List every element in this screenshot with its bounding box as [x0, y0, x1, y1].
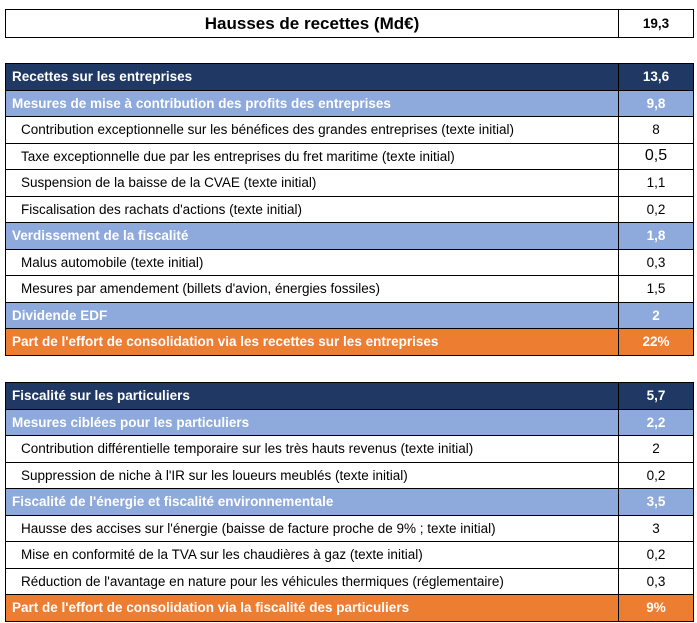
item-label: Suppression de niche à l'IR sur les loueurs meublés (texte initial): [6, 462, 619, 489]
item-value: 8: [619, 117, 694, 144]
item-value: 0,3: [619, 568, 694, 595]
item-value: 0,2: [619, 462, 694, 489]
header-row: [6, 10, 694, 38]
share-row-entreprises: [6, 329, 694, 356]
revenue-increase-header-table: [5, 9, 694, 38]
item-label: Fiscalisation des rachats d'actions (texte initial): [6, 196, 619, 223]
item-value: 2: [619, 436, 694, 463]
item-label: Malus automobile (texte initial): [6, 249, 619, 276]
table-row: [6, 542, 694, 569]
group-value: 9,8: [619, 90, 694, 117]
item-label: Suspension de la baisse de la CVAE (texte initial): [6, 170, 619, 197]
group-label: Mesures ciblées pour les particuliers: [6, 409, 619, 436]
item-value: 0,2: [619, 196, 694, 223]
group-label: Mesures de mise à contribution des profits des entreprises: [6, 90, 619, 117]
table-row: [6, 117, 694, 144]
group-label: Fiscalité de l'énergie et fiscalité environnementale: [6, 489, 619, 516]
item-value: 0,2: [619, 542, 694, 569]
table-row: [6, 568, 694, 595]
section-total: 5,7: [619, 383, 694, 410]
group-row: [6, 90, 694, 117]
table-row: [6, 462, 694, 489]
group-label: Verdissement de la fiscalité: [6, 223, 619, 250]
header-value: 19,3: [619, 10, 694, 38]
table-row: [6, 143, 694, 170]
share-value: 9%: [619, 595, 694, 622]
item-value: 3: [619, 515, 694, 542]
item-label: Réduction de l'avantage en nature pour les véhicules thermiques (réglementaire): [6, 568, 619, 595]
item-value: 1,5: [619, 276, 694, 303]
header-label: Hausses de recettes (Md€): [6, 10, 619, 38]
group-value: 2,2: [619, 409, 694, 436]
table-row: [6, 196, 694, 223]
share-value: 22%: [619, 329, 694, 356]
item-value: 0,3: [619, 249, 694, 276]
table-row: [6, 276, 694, 303]
item-label: Mise en conformité de la TVA sur les chaudières à gaz (texte initial): [6, 542, 619, 569]
group-row: [6, 409, 694, 436]
table-row: [6, 436, 694, 463]
item-value: 0,5: [619, 143, 694, 170]
group-row: [6, 489, 694, 516]
item-value: 1,1: [619, 170, 694, 197]
section-title: Recettes sur les entreprises: [6, 64, 619, 91]
group-row: [6, 302, 694, 329]
group-label: Dividende EDF: [6, 302, 619, 329]
item-label: Mesures par amendement (billets d'avion, énergies fossiles): [6, 276, 619, 303]
table-row: [6, 515, 694, 542]
item-label: Taxe exceptionnelle due par les entreprises du fret maritime (texte initial): [6, 143, 619, 170]
group-value: 2: [619, 302, 694, 329]
particuliers-table: [5, 382, 694, 622]
share-label: Part de l'effort de consolidation via les recettes sur les entreprises: [6, 329, 619, 356]
entreprises-table: [5, 63, 694, 356]
section-total: 13,6: [619, 64, 694, 91]
group-value: 1,8: [619, 223, 694, 250]
table-row: [6, 249, 694, 276]
group-row: [6, 223, 694, 250]
table-row: [6, 170, 694, 197]
share-label: Part de l'effort de consolidation via la fiscalité des particuliers: [6, 595, 619, 622]
item-label: Contribution différentielle temporaire sur les très hauts revenus (texte initial): [6, 436, 619, 463]
group-value: 3,5: [619, 489, 694, 516]
section-row-particuliers: [6, 383, 694, 410]
share-row-particuliers: [6, 595, 694, 622]
section-row-entreprises: [6, 64, 694, 91]
item-label: Hausse des accises sur l'énergie (baisse de facture proche de 9% ; texte initial): [6, 515, 619, 542]
item-label: Contribution exceptionnelle sur les bénéfices des grandes entreprises (texte initial): [6, 117, 619, 144]
section-title: Fiscalité sur les particuliers: [6, 383, 619, 410]
